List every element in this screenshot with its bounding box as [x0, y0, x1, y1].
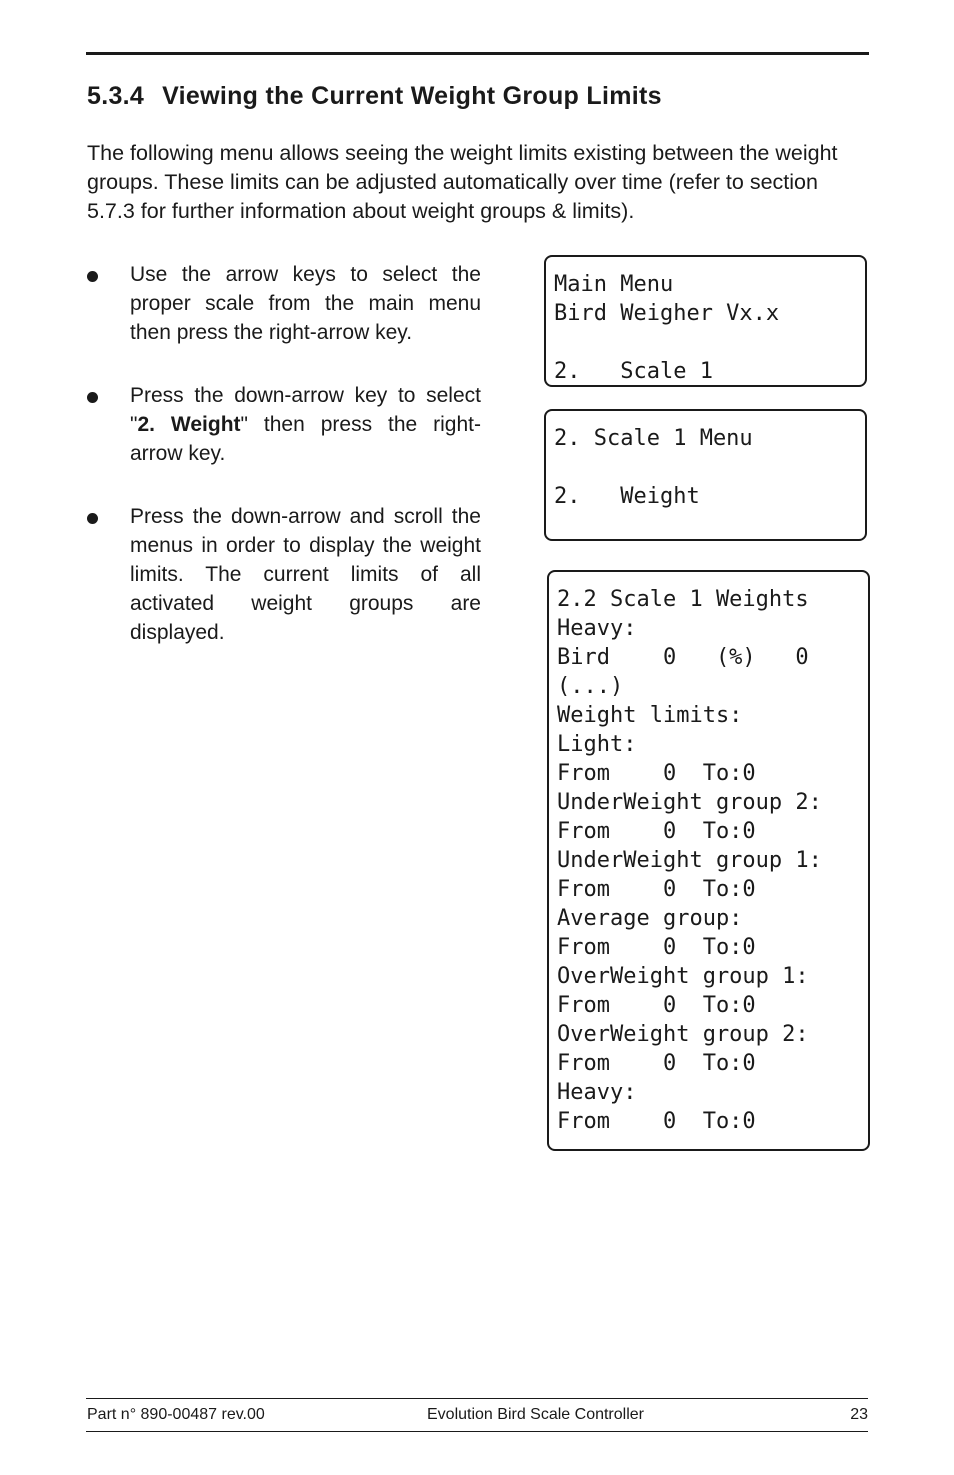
- intro-paragraph: The following menu allows seeing the weight limits existing between the weight groups. These limits can be adjusted automatically over time (refer to section 5.7.3 for further information about weight groups & limits).: [87, 141, 838, 223]
- step-text: Press the down-arrow and scroll the menus in order to display the weight limits. The current limits of all activated weight groups are displayed.: [130, 505, 481, 644]
- lcd-line: (...): [557, 674, 624, 699]
- lcd-line: [554, 328, 865, 357]
- lcd-line: From 0 To:0: [557, 819, 756, 844]
- lcd-line: Average group:: [557, 906, 743, 931]
- lcd-line: Main Menu: [554, 272, 674, 297]
- lcd-line: 2. Weight: [554, 484, 700, 509]
- step-text: Use the arrow keys to select the proper scale from the main menu then press the right-arrow key.: [130, 263, 481, 344]
- section-number: 5.3.4: [87, 82, 145, 110]
- lcd-line: OverWeight group 2:: [557, 1022, 809, 1047]
- lcd-line: From 0 To:0: [557, 1109, 756, 1134]
- section-heading: [87, 82, 662, 111]
- step-item: [87, 260, 481, 347]
- lcd-line: UnderWeight group 2:: [557, 790, 822, 815]
- footer-page-number: 23: [850, 1406, 868, 1423]
- bullet-icon: [87, 392, 98, 403]
- lcd-line: From 0 To:0: [557, 761, 756, 786]
- lcd-line: Weight limits:: [557, 703, 743, 728]
- lcd-main-menu: [544, 255, 867, 387]
- lcd-line: 2.2 Scale 1 Weights: [557, 587, 809, 612]
- lcd-line: 2. Scale 1: [554, 359, 713, 384]
- footer-rule-top: [86, 1398, 868, 1399]
- lcd-line: From 0 To:0: [557, 877, 756, 902]
- lcd-line: UnderWeight group 1:: [557, 848, 822, 873]
- lcd-line: From 0 To:0: [557, 993, 756, 1018]
- section-title: Viewing the Current Weight Group Limits: [162, 82, 662, 110]
- lcd-weights-screen: [547, 570, 870, 1151]
- lcd-line: [554, 453, 865, 482]
- bullet-icon: [87, 513, 98, 524]
- step-item: [87, 381, 481, 468]
- step-bold-term: 2. Weight: [137, 413, 241, 436]
- step-text: " then press the right-arrow key.: [130, 413, 481, 465]
- footer-product-name: Evolution Bird Scale Controller: [427, 1406, 644, 1423]
- bullet-icon: [87, 271, 98, 282]
- lcd-line: From 0 To:0: [557, 935, 756, 960]
- lcd-scale-menu: [544, 409, 867, 541]
- lcd-line: Light:: [557, 732, 637, 757]
- step-text: Press the down-arrow key to select ": [130, 384, 481, 436]
- lcd-line: 2. Scale 1 Menu: [554, 426, 753, 451]
- lcd-line: Heavy:: [557, 616, 637, 641]
- lcd-line: Bird Weigher Vx.x: [554, 301, 780, 326]
- lcd-line: From 0 To:0: [557, 1051, 756, 1076]
- lcd-line: Bird 0 (%) 0: [557, 645, 809, 670]
- step-item: [87, 502, 481, 647]
- footer-part-number: Part n° 890-00487 rev.00: [87, 1406, 265, 1423]
- lcd-line: OverWeight group 1:: [557, 964, 809, 989]
- top-rule: [86, 52, 869, 55]
- instruction-list: [87, 260, 481, 681]
- footer-rule-bottom: [86, 1431, 868, 1432]
- lcd-line: Heavy:: [557, 1080, 637, 1105]
